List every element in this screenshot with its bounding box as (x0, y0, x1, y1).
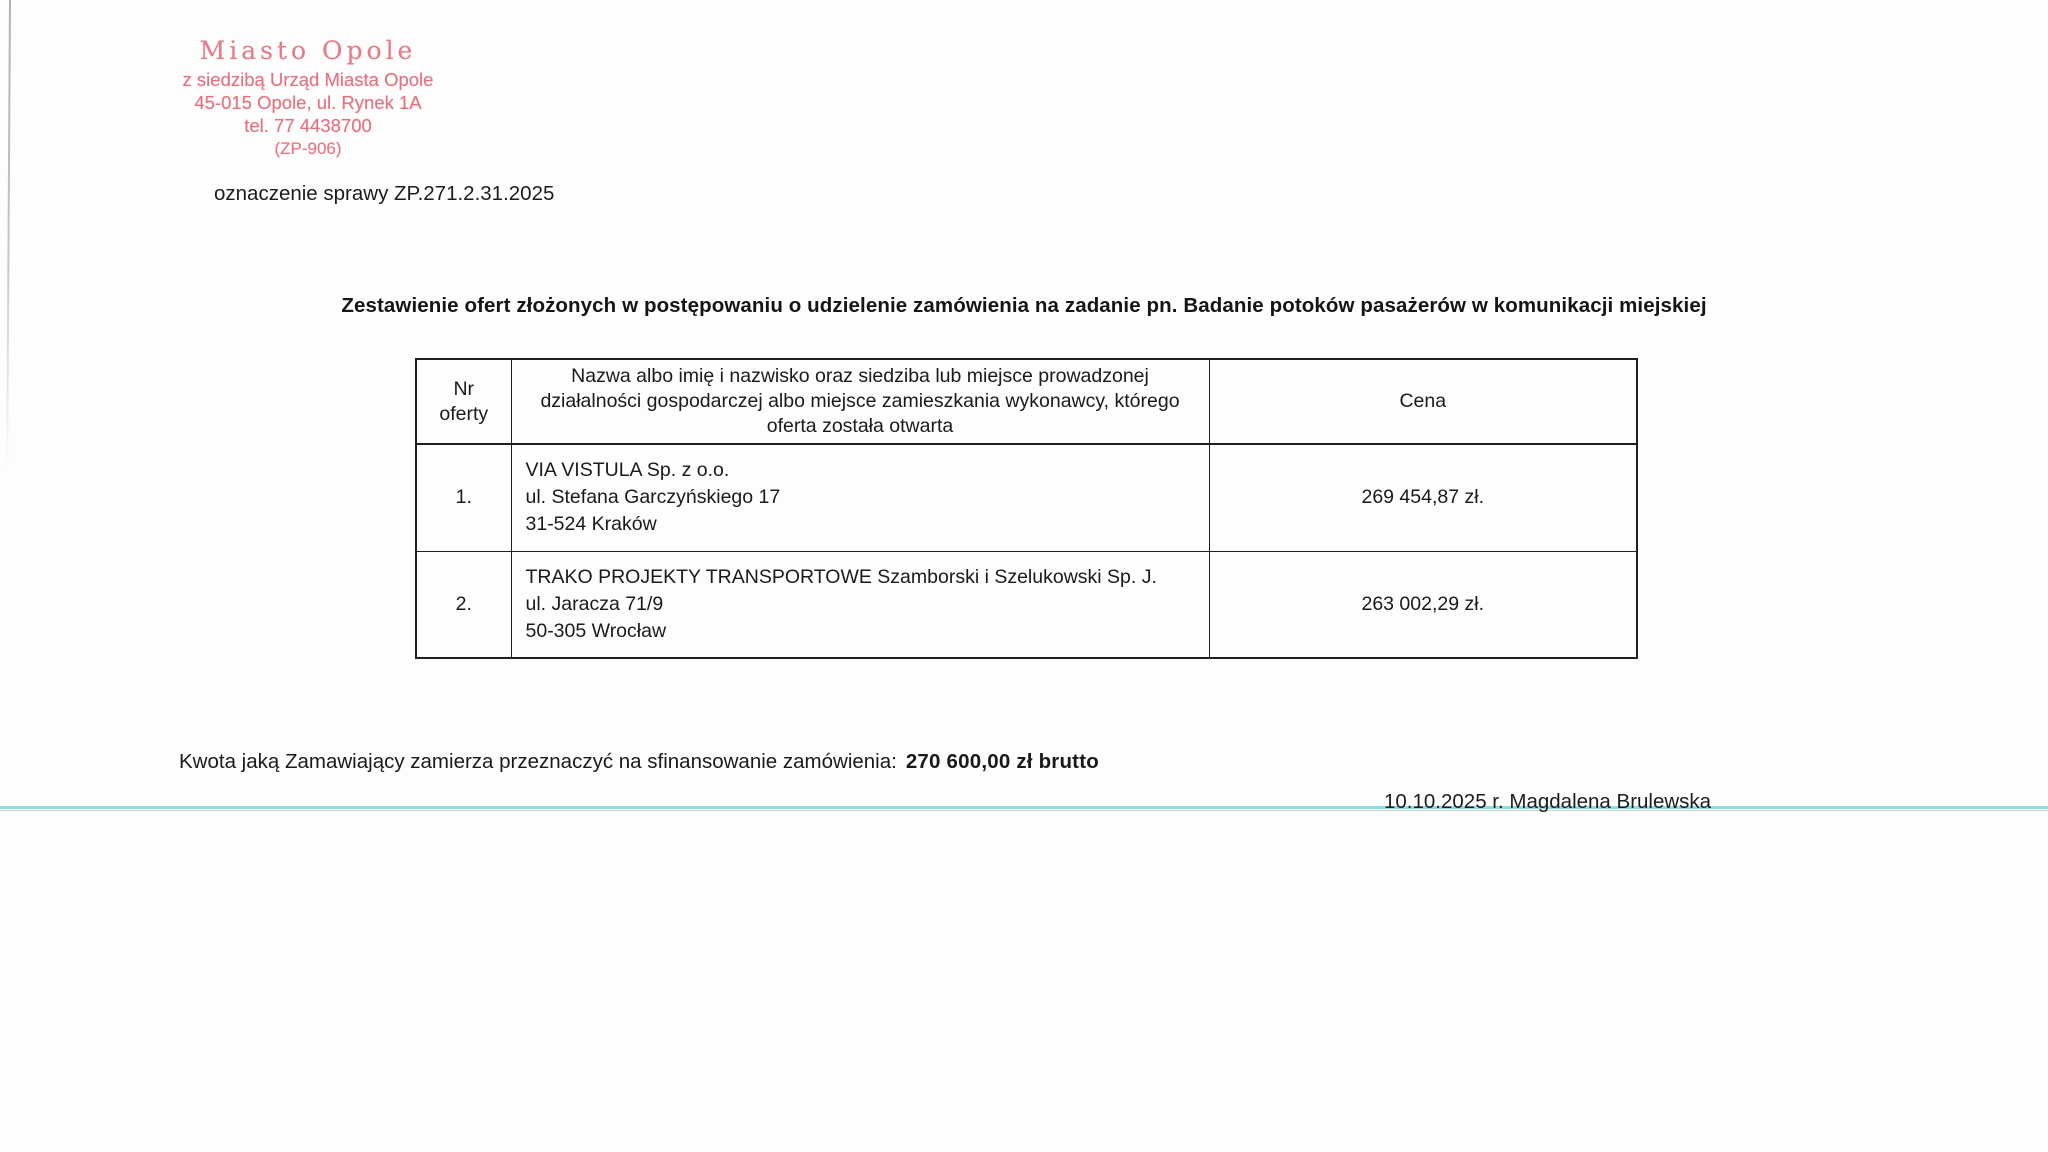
table-row (416, 444, 1637, 551)
offer-number: 2. (416, 551, 511, 658)
contractor-details (511, 551, 1209, 658)
contractor-name: VIA VISTULA Sp. z o.o. (525, 459, 730, 482)
funding-amount: 270 600,00 zł brutto (905, 750, 1099, 773)
contractor-street: ul. Stefana Garczyńskiego 17 (525, 486, 781, 509)
divider-shadow-line (0, 810, 2048, 811)
office-stamp (148, 36, 468, 160)
contractor-name: TRAKO PROJEKTY TRANSPORTOWE Szamborski i Szelukowski Sp. J. (525, 565, 1157, 588)
stamp-code-line: (ZP-906) (274, 139, 342, 158)
offers-table-header-row (416, 359, 1637, 444)
scan-edge-artifact (6, 0, 11, 470)
contractor-city: 50-305 Wrocław (525, 619, 667, 642)
funding-label: Kwota jaką Zamawiający zamierza przeznaczyć na sfinansowanie zamówienia: (179, 750, 897, 773)
column-header-price: Cena (1209, 359, 1637, 444)
stamp-organization: Miasto Opole (199, 36, 417, 65)
date-and-signature: 10.10.2025 r. Magdalena Brulewska (1384, 790, 1712, 813)
stamp-phone-line: tel. 77 4438700 (244, 115, 372, 136)
offer-number: 1. (416, 444, 511, 551)
column-header-offer-number: Nr oferty (416, 359, 511, 444)
case-reference: oznaczenie sprawy ZP.271.2.31.2025 (214, 182, 555, 205)
offer-price: 263 002,29 zł. (1209, 551, 1637, 658)
contractor-street: ul. Jaracza 71/9 (525, 592, 664, 615)
funding-statement (179, 750, 1099, 774)
stamp-seat-line: z siedzibą Urząd Miasta Opole (182, 69, 434, 90)
contractor-city: 31-524 Kraków (525, 513, 657, 536)
column-header-contractor: Nazwa albo imię i nazwisko oraz siedziba lub miejsce prowadzonej działalności gospodarczej albo miejsce zamieszkania wykonawcy, którego oferta została otwarta (511, 359, 1209, 444)
stamp-address-line: 45-015 Opole, ul. Rynek 1A (194, 92, 422, 113)
contractor-details (511, 444, 1209, 551)
table-row (416, 551, 1637, 658)
document-title: Zestawienie ofert złożonych w postępowaniu o udzielenie zamówienia na zadanie pn. Badanie potoków pasażerów w komunikacji miejskiej (341, 294, 1707, 317)
offers-table (415, 358, 1638, 659)
offer-price: 269 454,87 zł. (1209, 444, 1637, 551)
cyan-divider-line (0, 806, 2048, 809)
